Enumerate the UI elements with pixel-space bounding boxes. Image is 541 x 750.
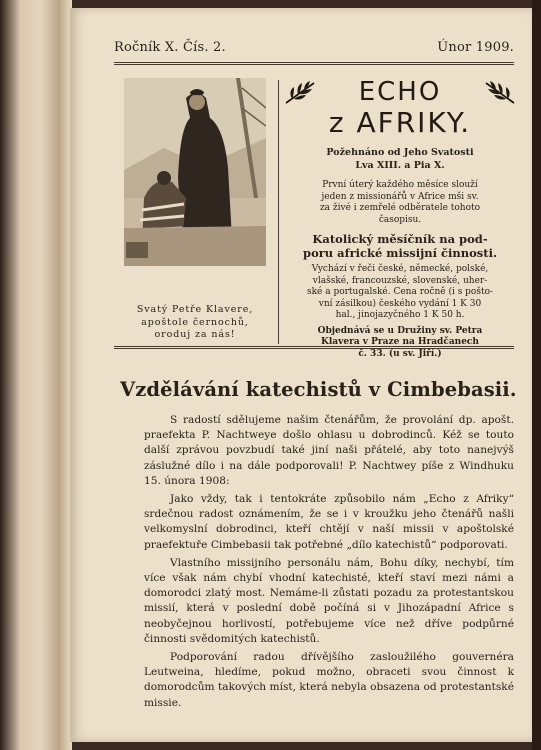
text-line: Katolický měsíčník na pod-: [312, 232, 488, 246]
caption-line: oroduj za nás!: [154, 329, 236, 340]
text-line: poru africké missijní činnosti.: [303, 246, 497, 260]
masthead-subtitle: z AFRIKY.: [328, 106, 472, 139]
text-line: První úterý každého měsíce slouží: [322, 180, 478, 190]
text-line: Vychází v řeči české, německé, polské,: [311, 264, 489, 274]
text-line: Klavera v Praze na Hradčanech: [321, 337, 479, 347]
palm-branch-icon: [284, 79, 316, 105]
illustration-caption: [120, 304, 270, 342]
text-line: vní zásilkou) českého vydání 1 K 30: [318, 298, 482, 309]
issue-header: [114, 40, 514, 55]
article-title: Vzdělávání katechistů v Cimbebasii.: [120, 378, 517, 401]
text-line: Požehnáno od Jeho Svatosti: [326, 147, 474, 158]
header-rule: [114, 62, 514, 65]
saint-illustration: [124, 78, 266, 266]
text-line: Lva XIII. a Pia X.: [355, 160, 445, 171]
blessing-text: [284, 146, 516, 172]
book-edge: [532, 0, 541, 750]
text-line: ské a portugalské. Cena ročně (i s pošto-: [306, 287, 494, 297]
text-line: hal., jinojazyčného 1 K 50 h.: [335, 310, 465, 320]
palm-branch-icon: [484, 79, 516, 105]
text-line: za živé i zemřelé odběratele tohoto: [319, 203, 481, 213]
article-paragraph: Jako vždy, tak i tentokráte způsobilo nám „Echo z Afriky“ srdečnou radost oznámením, že se i v kroužku jeho čtenářů našli velkomyslní dobrodinci, kteří chtějí v naší missii v apoštolské praefektuře Cimbebasii tak potřebné „dílo katechistů“ podporovati.: [144, 493, 514, 551]
article-paragraph: Podporování radou dřívějšího zasloužilého gouvernéra Leutweina, hledíme, pokud možno, obraceti svou činnost k domorodcům takových míst, která nebyla obsazena od protestantské missie.: [144, 651, 514, 709]
price-info: [284, 264, 516, 322]
text-line: časopisu.: [378, 214, 422, 225]
masthead-title: ECHO: [358, 77, 442, 107]
book-spine: [0, 0, 58, 750]
text-line: vlašské, francouzské, slovenské, uher-: [312, 275, 488, 286]
article-paragraph: Vlastního missijního personálu nám, Bohu díky, nechybí, tím více však nám chybí vhodní katechisté, kteří staví mezi námi a domorodci zlatý most. Nemáme-li zůstati pozadu za protestantskou missií, která v poslední době počíná si v Jihozápadní Africe s neobyčejnou horlivostí, potřebujeme více než dříve podpůrné činnosti svědomitých katechistů.: [144, 556, 514, 645]
issue-date: Únor 1909.: [437, 40, 514, 55]
article-paragraph: S radostí sdělujeme našim čtenářům, že provolání dp. apošt. praefekta P. Nachtweye došlo ohlasu u dobrodinců. Kéž se touto další zprávou povzbudí také jiní naši přátelé, aby toto nanejvýš záslužné dílo i na dále podporovali! P. Nachtwey píše z Windhuku 15. února 1908:: [144, 414, 514, 487]
text-line: jeden z missionářů v Africe mši sv.: [321, 191, 479, 202]
monthly-description: [284, 232, 516, 260]
masthead-block: [284, 78, 516, 360]
issue-number: Ročník X. Čís. 2.: [114, 40, 226, 55]
column-divider: [278, 80, 279, 344]
magazine-page: [70, 8, 532, 742]
order-info: [284, 326, 516, 361]
caption-line: apoštole černochů,: [141, 316, 249, 328]
text-line: č. 33. (u sv. Jiří.): [358, 348, 442, 359]
text-line: Objednává se u Družiny sv. Petra: [317, 325, 483, 336]
mass-notice: [284, 180, 516, 226]
masthead-bottom-rule: [114, 346, 514, 349]
caption-line: Svatý Petře Klavere,: [136, 304, 254, 315]
article-body: [144, 413, 514, 711]
